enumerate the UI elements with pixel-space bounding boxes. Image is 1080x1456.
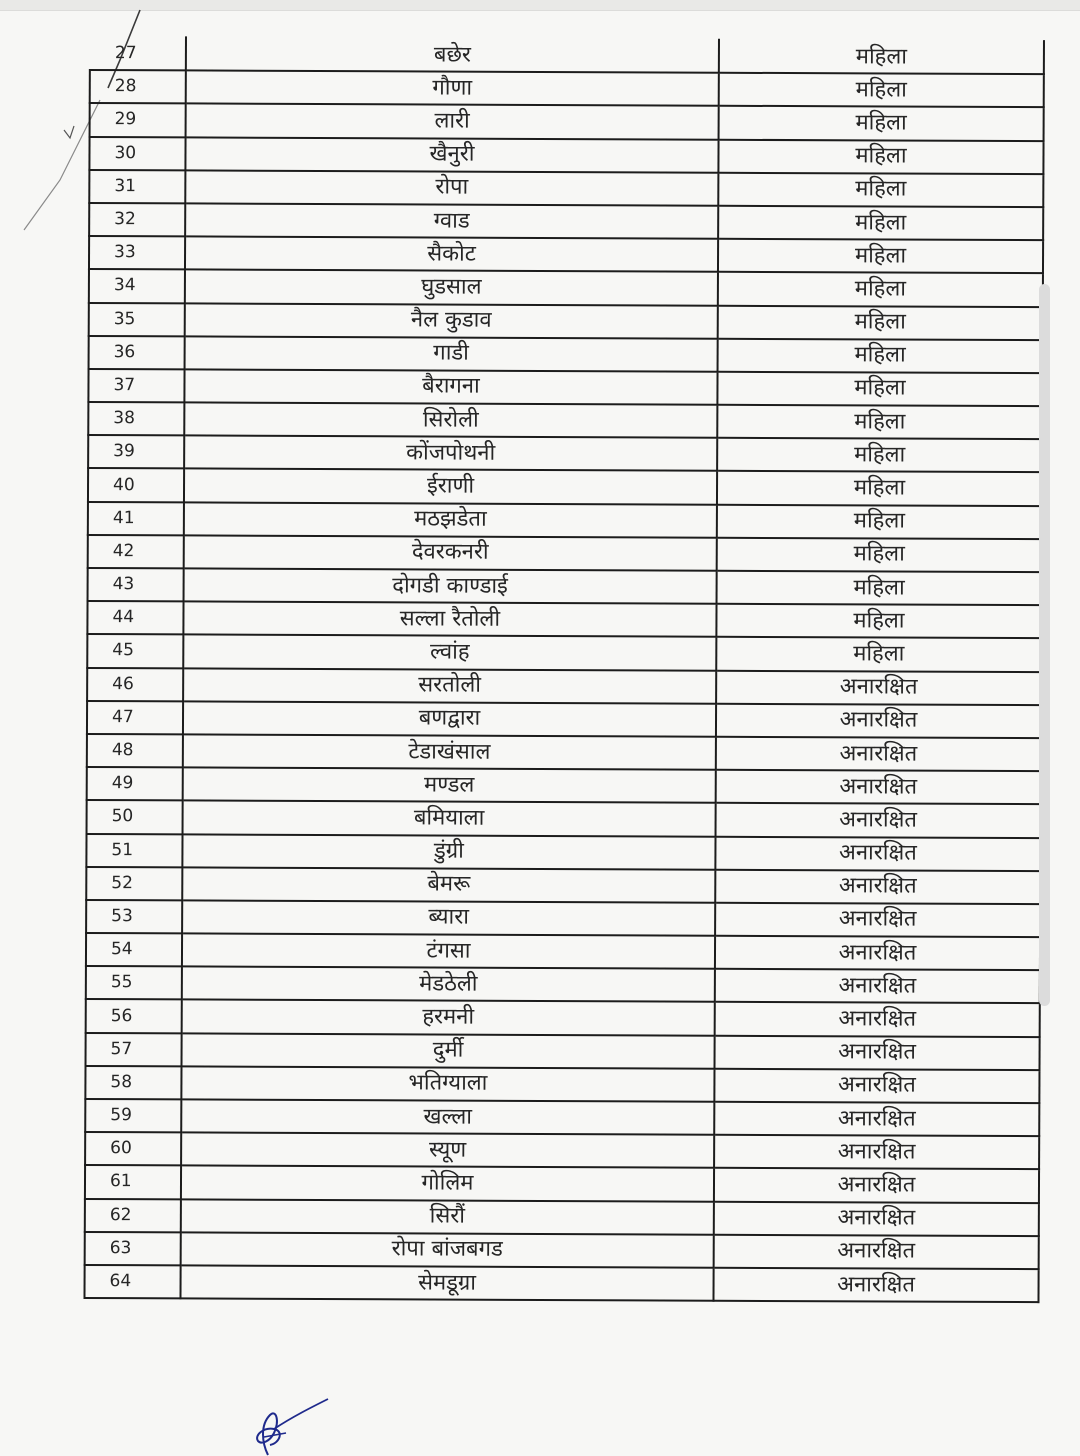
serial-number-cell: 42 (88, 535, 184, 569)
village-name-cell: खल्ला (181, 1099, 714, 1135)
table-row (85, 1066, 1039, 1103)
table-row (85, 1132, 1039, 1169)
serial-number-cell: 36 (89, 336, 185, 370)
serial-number-cell: 46 (87, 668, 183, 702)
table-row (86, 933, 1040, 970)
table-row (86, 966, 1040, 1003)
serial-number-cell: 49 (87, 767, 183, 801)
village-name-cell: सिरोली (184, 402, 717, 438)
village-name-cell: खैनुरी (185, 137, 718, 173)
village-name-cell: रोपा बांजबगड (181, 1232, 714, 1268)
serial-number-cell: 59 (85, 1099, 181, 1133)
category-cell: अनारक्षित (716, 803, 1041, 838)
serial-number-cell: 29 (90, 103, 186, 137)
table-row (87, 734, 1041, 771)
category-cell: महिला (718, 272, 1043, 307)
serial-number-cell: 50 (87, 800, 183, 834)
village-name-cell: ल्वांह (183, 635, 716, 671)
table-row (86, 867, 1040, 904)
village-name-cell: सेमडूग्रा (180, 1265, 713, 1301)
serial-number-cell: 47 (87, 701, 183, 735)
village-name-cell: बैरागना (184, 369, 717, 405)
table-row (88, 402, 1042, 439)
category-cell: अनारक्षित (713, 1268, 1038, 1303)
village-name-cell: बणद्वारा (183, 701, 716, 737)
table-row (89, 269, 1043, 306)
serial-number-cell: 34 (89, 269, 185, 303)
category-cell: अनारक्षित (715, 969, 1040, 1004)
serial-number-cell: 33 (89, 236, 185, 270)
village-name-cell: देवरकनरी (184, 535, 717, 571)
table-row (86, 900, 1040, 937)
village-name-cell: दुर्मी (182, 1033, 715, 1069)
serial-number-cell: 51 (86, 833, 182, 867)
table-row (85, 1165, 1039, 1202)
village-name-cell: मेडठेली (182, 967, 715, 1003)
village-name-cell: सिरौं (181, 1199, 714, 1235)
category-cell: अनारक्षित (714, 1135, 1039, 1170)
serial-number-cell: 39 (88, 435, 184, 469)
table-row (90, 37, 1044, 74)
village-name-cell: ब्यारा (182, 900, 715, 936)
village-name-cell: गाडी (185, 336, 718, 372)
serial-number-cell: 62 (85, 1199, 181, 1233)
scrollbar[interactable] (1039, 284, 1050, 1006)
serial-number-cell: 56 (86, 999, 182, 1033)
category-cell: महिला (717, 405, 1042, 440)
village-name-cell: मण्डल (183, 768, 716, 804)
village-name-cell: सल्ला रैतोली (183, 602, 716, 638)
serial-number-cell: 38 (88, 402, 184, 436)
village-name-cell: ग्वाड (185, 203, 718, 239)
category-cell: अनारक्षित (715, 836, 1040, 871)
serial-number-cell: 53 (86, 900, 182, 934)
table-row (89, 203, 1043, 240)
serial-number-cell: 35 (89, 303, 185, 337)
category-cell: अनारक्षित (714, 1168, 1039, 1203)
table-row (87, 668, 1041, 705)
table-row (87, 601, 1041, 638)
table-row (85, 1199, 1039, 1236)
category-cell: अनारक्षित (715, 936, 1040, 971)
village-name-cell: टंगसा (182, 933, 715, 969)
village-name-cell: नैल कुडाव (185, 303, 718, 339)
category-cell: महिला (719, 73, 1044, 108)
category-cell: अनारक्षित (716, 670, 1041, 705)
village-name-cell: टेडाखंसाल (183, 734, 716, 770)
village-name-cell: गौणा (186, 71, 719, 107)
category-cell: महिला (717, 538, 1042, 573)
village-name-cell: गोलिम (181, 1166, 714, 1202)
serial-number-cell: 32 (89, 203, 185, 237)
serial-number-cell: 48 (87, 734, 183, 768)
category-cell: महिला (716, 637, 1041, 672)
serial-number-cell: 44 (87, 601, 183, 635)
category-cell: अनारक्षित (715, 903, 1040, 938)
category-cell: अनारक्षित (714, 1201, 1039, 1236)
serial-number-cell: 40 (88, 468, 184, 502)
table-row (85, 1099, 1039, 1136)
village-name-cell: स्यूण (181, 1133, 714, 1169)
category-cell: महिला (717, 471, 1042, 506)
serial-number-cell: 41 (88, 502, 184, 536)
category-cell: अनारक्षित (715, 869, 1040, 904)
serial-number-cell: 27 (90, 37, 186, 71)
serial-number-cell: 37 (88, 369, 184, 403)
table-row (88, 502, 1042, 539)
serial-number-cell: 43 (88, 568, 184, 602)
category-cell: महिला (719, 106, 1044, 141)
table-row (87, 767, 1041, 804)
serial-number-cell: 45 (87, 634, 183, 668)
table-row (87, 701, 1041, 738)
table-row (85, 1232, 1039, 1269)
category-cell: अनारक्षित (716, 737, 1041, 772)
table-row (86, 833, 1040, 870)
table-row (86, 999, 1040, 1036)
village-name-cell: सरतोली (183, 668, 716, 704)
serial-number-cell: 61 (85, 1165, 181, 1199)
category-cell: अनारक्षित (714, 1234, 1039, 1269)
table-body (84, 37, 1043, 1302)
table-row (90, 103, 1044, 140)
serial-number-cell: 55 (86, 966, 182, 1000)
signature (240, 1385, 350, 1456)
serial-number-cell: 58 (85, 1066, 181, 1100)
village-name-cell: हरमनी (182, 1000, 715, 1036)
category-cell: महिला (718, 172, 1043, 207)
village-name-cell: लारी (186, 104, 719, 140)
village-name-cell: बमियाला (183, 801, 716, 837)
viewer-top-bar (0, 0, 1080, 11)
village-name-cell: घुडसाल (185, 270, 718, 306)
category-cell: अनारक्षित (714, 1102, 1039, 1137)
category-cell: महिला (718, 139, 1043, 174)
category-cell: महिला (717, 571, 1042, 606)
category-cell: महिला (719, 40, 1044, 75)
category-cell: अनारक्षित (715, 1002, 1040, 1037)
category-cell: महिला (717, 504, 1042, 539)
table-row (88, 369, 1042, 406)
table-row (89, 137, 1043, 174)
category-cell: अनारक्षित (716, 770, 1041, 805)
village-name-cell: दोगडी काण्डाई (184, 568, 717, 604)
serial-number-cell: 31 (89, 170, 185, 204)
village-name-cell: बेमरू (182, 867, 715, 903)
table-row (89, 303, 1043, 340)
serial-number-cell: 30 (89, 137, 185, 171)
table-row (89, 236, 1043, 273)
village-name-cell: भतिग्याला (181, 1066, 714, 1102)
village-name-cell: मठझडेता (184, 502, 717, 538)
village-name-cell: सैकोट (185, 237, 718, 273)
category-cell: अनारक्षित (715, 1035, 1040, 1070)
reservation-table (83, 36, 1045, 1303)
category-cell: महिला (718, 206, 1043, 241)
table-row (89, 336, 1043, 373)
category-cell: अनारक्षित (714, 1069, 1039, 1104)
serial-number-cell: 54 (86, 933, 182, 967)
table-row (84, 1265, 1038, 1302)
table-row (89, 170, 1043, 207)
category-cell: महिला (718, 305, 1043, 340)
serial-number-cell: 57 (86, 1033, 182, 1067)
table-row (88, 468, 1042, 505)
serial-number-cell: 63 (85, 1232, 181, 1266)
table-row (87, 800, 1041, 837)
category-cell: महिला (717, 438, 1042, 473)
village-name-cell: बछेर (186, 37, 719, 73)
village-name-cell: रोपा (185, 170, 718, 206)
category-cell: महिला (716, 604, 1041, 639)
village-name-cell: ईराणी (184, 469, 717, 505)
serial-number-cell: 64 (84, 1265, 180, 1299)
category-cell: अनारक्षित (716, 703, 1041, 738)
category-cell: महिला (718, 338, 1043, 373)
table-row (88, 435, 1042, 472)
village-name-cell: कोंजपोथनी (184, 436, 717, 472)
table-row (87, 634, 1041, 671)
table-row (88, 535, 1042, 572)
serial-number-cell: 60 (85, 1132, 181, 1166)
table-row (86, 1033, 1040, 1070)
table-row (90, 70, 1044, 107)
table-row (88, 568, 1042, 605)
serial-number-cell: 52 (86, 867, 182, 901)
category-cell: महिला (717, 372, 1042, 407)
serial-number-cell: 28 (90, 70, 186, 104)
village-name-cell: डुंग्री (182, 834, 715, 870)
category-cell: महिला (718, 239, 1043, 274)
